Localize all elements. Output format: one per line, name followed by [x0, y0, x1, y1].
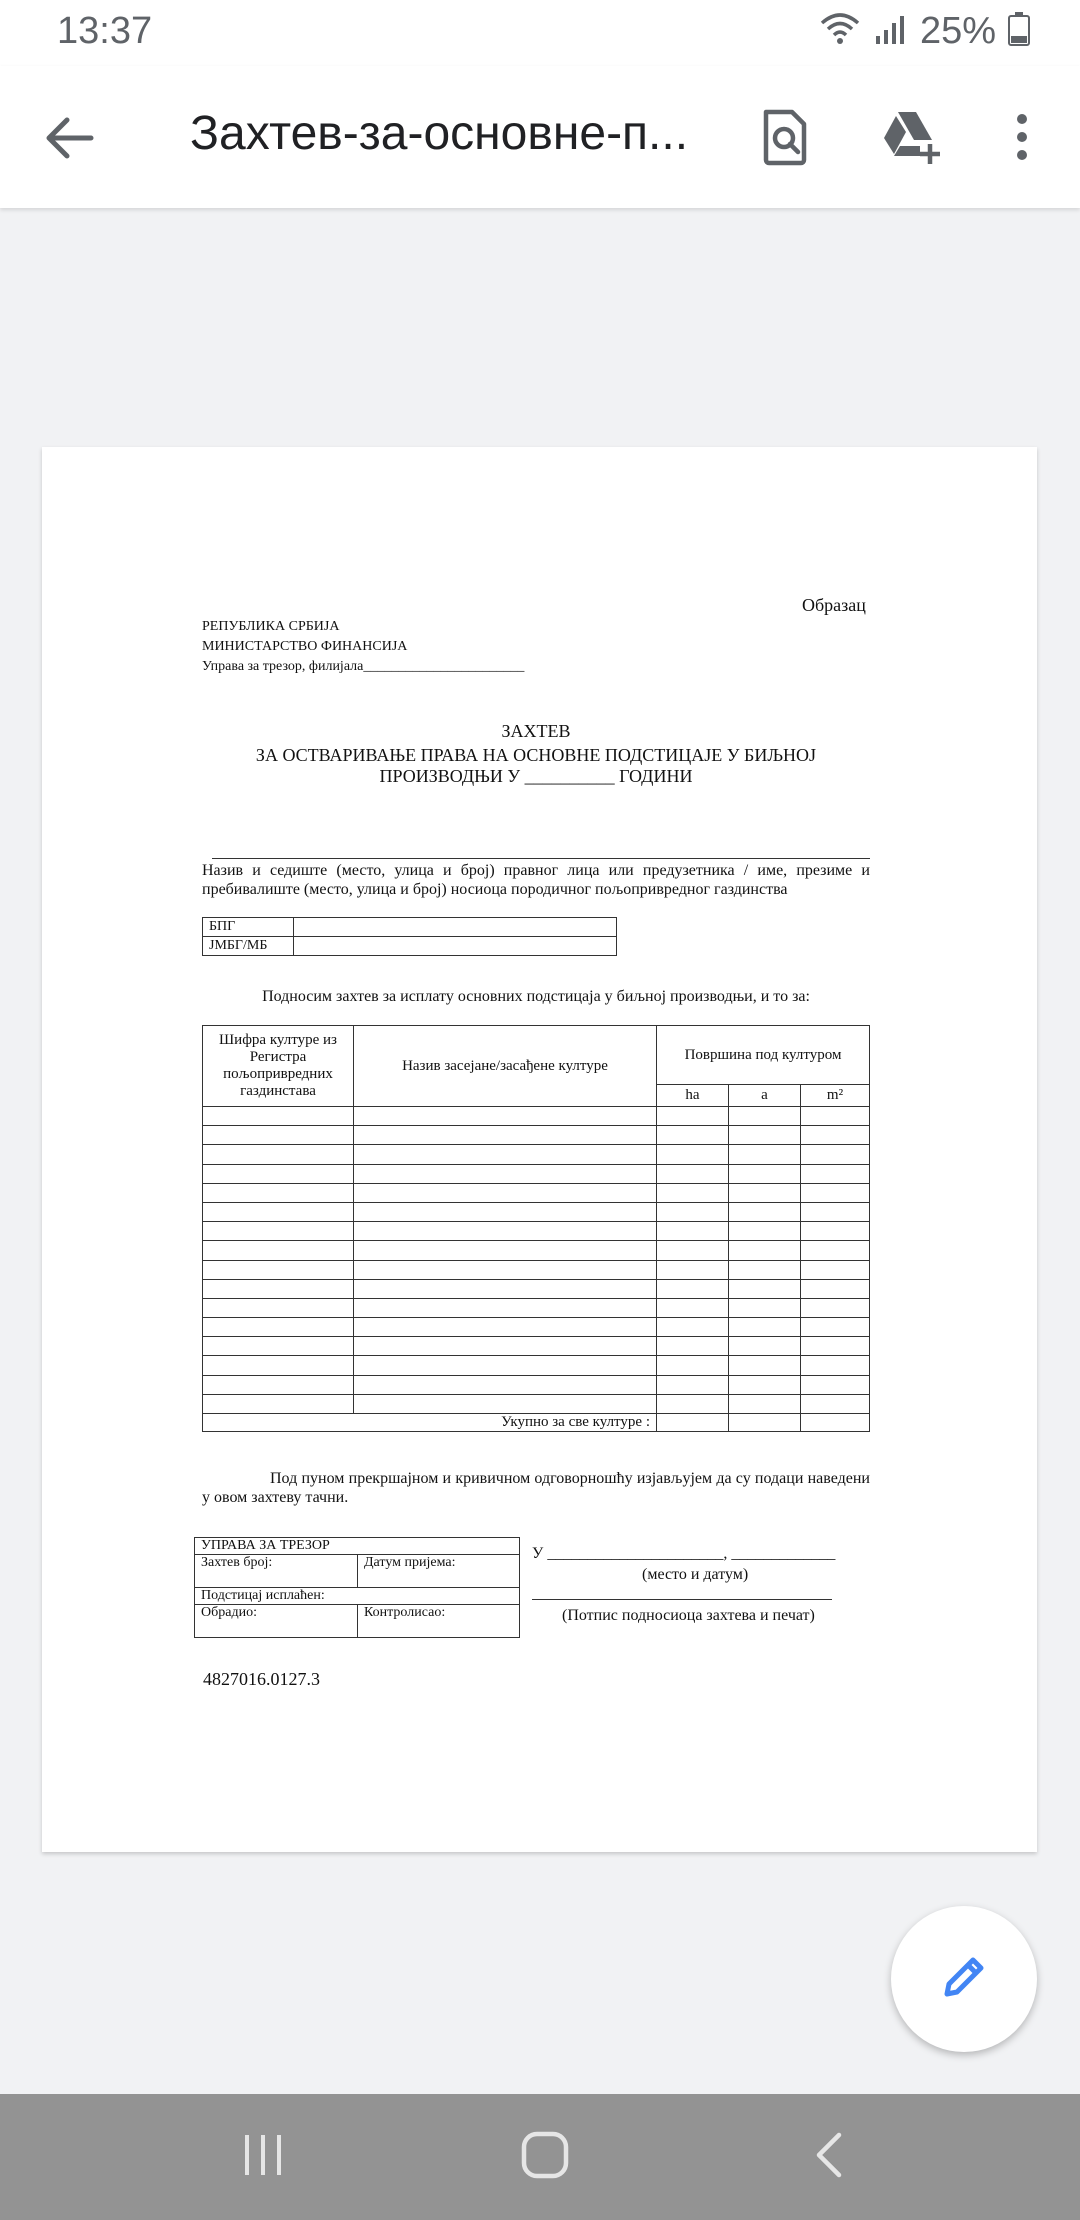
request-intro: Подносим захтев за исплату основних подстицаја у биљној производњи, и то за:	[262, 988, 810, 1005]
edit-pencil-icon	[939, 1952, 989, 2007]
declaration-text: Под пуном прекршајном и кривичном одговорношћу изјављујем да су подаци наведени у овом захтеву тачни.	[202, 1470, 870, 1506]
cell-ha[interactable]	[657, 1337, 729, 1356]
cell-code[interactable]	[203, 1126, 354, 1145]
status-time: 13:37	[57, 10, 153, 52]
applicant-caption: Назив и седиште (место, улица и број) правног лица или предузетника / име, презиме и пребивалиште (место, улица и број) носиоца породичног пољопривредног газдинства	[202, 862, 870, 898]
cell-code[interactable]	[203, 1241, 354, 1260]
cell-a[interactable]	[729, 1183, 801, 1202]
cell-ha[interactable]	[657, 1126, 729, 1145]
cell-m2[interactable]	[801, 1183, 870, 1202]
total-a[interactable]	[729, 1414, 801, 1432]
home-button[interactable]	[510, 2129, 580, 2185]
more-vert-icon	[1015, 112, 1029, 167]
cell-name[interactable]	[354, 1318, 657, 1337]
cell-m2[interactable]	[801, 1145, 870, 1164]
find-in-page-icon	[760, 108, 810, 171]
cell-code[interactable]	[203, 1107, 354, 1126]
cell-a[interactable]	[729, 1164, 801, 1183]
cell-code[interactable]	[203, 1337, 354, 1356]
cell-m2[interactable]	[801, 1164, 870, 1183]
signature-line	[532, 1599, 832, 1600]
cell-ha[interactable]	[657, 1260, 729, 1279]
nav-back-icon	[811, 2131, 845, 2184]
arrow-back-icon	[45, 116, 95, 165]
drive-add-icon	[880, 110, 942, 169]
cell-ha[interactable]	[657, 1183, 729, 1202]
table-row	[203, 1260, 870, 1279]
cell-name[interactable]	[354, 1260, 657, 1279]
recent-apps-button[interactable]	[228, 2129, 298, 2185]
find-in-page-button[interactable]	[750, 104, 820, 174]
cell-ha[interactable]	[657, 1145, 729, 1164]
cell-a[interactable]	[729, 1202, 801, 1221]
edit-fab[interactable]	[891, 1906, 1037, 2052]
cell-m2[interactable]	[801, 1375, 870, 1394]
cell-code[interactable]	[203, 1298, 354, 1317]
header-line: РЕПУБЛИКА СРБИЈА	[202, 619, 340, 634]
table-row	[203, 1126, 870, 1145]
cell-m2[interactable]	[801, 1337, 870, 1356]
cell-name[interactable]	[354, 1222, 657, 1241]
cell-code[interactable]	[203, 1145, 354, 1164]
cell-ha[interactable]	[657, 1318, 729, 1337]
table-row	[203, 1183, 870, 1202]
cell-a[interactable]	[729, 1337, 801, 1356]
signature-caption: (Потпис подносиоца захтева и печат)	[562, 1607, 815, 1624]
form-label: Образац	[802, 595, 866, 615]
place-date-caption: (место и датум)	[642, 1566, 749, 1583]
request-number-field: Захтев број:	[195, 1555, 358, 1588]
cell-code[interactable]	[203, 1260, 354, 1279]
table-row	[203, 1394, 870, 1413]
cell-m2[interactable]	[801, 1318, 870, 1337]
table-row	[203, 1241, 870, 1260]
cell-name[interactable]	[354, 1279, 657, 1298]
table-row	[203, 1145, 870, 1164]
cell-a[interactable]	[729, 1279, 801, 1298]
cell-name[interactable]	[354, 1356, 657, 1375]
place-date-line: У ______________________, _____________	[532, 1545, 836, 1562]
cell-m2[interactable]	[801, 1394, 870, 1413]
form-title: ЗА ОСТВАРИВАЊЕ ПРАВА НА ОСНОВНЕ ПОДСТИЦАЈЕ У БИЉНОЈ	[255, 745, 817, 765]
table-row	[203, 1164, 870, 1183]
processed-by-field: Обрадио:	[195, 1605, 358, 1638]
cell-m2[interactable]	[801, 1241, 870, 1260]
unit-a: a	[729, 1085, 801, 1107]
treasury-title: УПРАВА ЗА ТРЕЗОР	[195, 1538, 520, 1555]
cell-ha[interactable]	[657, 1279, 729, 1298]
cell-name[interactable]	[354, 1107, 657, 1126]
status-icons	[818, 10, 1030, 53]
id-field-input[interactable]	[294, 937, 617, 956]
back-button[interactable]	[40, 110, 100, 170]
form-document	[42, 447, 1037, 1852]
cell-a[interactable]	[729, 1318, 801, 1337]
treasury-box	[194, 1537, 520, 1638]
cell-name[interactable]	[354, 1183, 657, 1202]
cell-ha[interactable]	[657, 1356, 729, 1375]
unit-ha: ha	[657, 1085, 729, 1107]
id-field-label: БПГ	[203, 918, 294, 937]
applicant-line	[212, 858, 870, 859]
cell-name[interactable]	[354, 1298, 657, 1317]
system-back-button[interactable]	[793, 2129, 863, 2185]
document-page[interactable]	[42, 447, 1037, 1852]
crops-table	[202, 1025, 870, 1432]
cell-code[interactable]	[203, 1375, 354, 1394]
cell-name[interactable]	[354, 1164, 657, 1183]
table-row	[203, 1107, 870, 1126]
cell-m2[interactable]	[801, 1260, 870, 1279]
table-row	[203, 1375, 870, 1394]
date-received-field: Датум пријема:	[358, 1555, 520, 1588]
cell-a[interactable]	[729, 1375, 801, 1394]
cell-m2[interactable]	[801, 1279, 870, 1298]
cell-a[interactable]	[729, 1145, 801, 1164]
unit-m2: m²	[801, 1085, 870, 1107]
total-ha[interactable]	[657, 1414, 729, 1432]
subsidy-paid-field: Подстицај исплаћен:	[195, 1588, 520, 1605]
id-fields-table	[202, 917, 617, 956]
cell-m2[interactable]	[801, 1107, 870, 1126]
battery-icon	[1008, 12, 1030, 51]
table-row	[203, 1356, 870, 1375]
cell-name[interactable]	[354, 1241, 657, 1260]
recent-apps-icon	[241, 2131, 285, 2184]
cell-name[interactable]	[354, 1337, 657, 1356]
cell-name[interactable]	[354, 1394, 657, 1413]
cell-m2[interactable]	[801, 1222, 870, 1241]
more-options-button[interactable]	[987, 104, 1057, 174]
document-code: 4827016.0127.3	[203, 1669, 320, 1689]
table-row	[203, 1337, 870, 1356]
cell-a[interactable]	[729, 1107, 801, 1126]
signal-icon	[874, 12, 908, 51]
cell-name[interactable]	[354, 1145, 657, 1164]
id-field-label: ЈМБГ/МБ	[203, 937, 294, 956]
cell-m2[interactable]	[801, 1126, 870, 1145]
col-area-header: Површина под културом	[657, 1026, 870, 1085]
document-title: Захтев-за-основне-п...	[190, 107, 689, 160]
col-name-header: Назив засејане/засађене културе	[354, 1026, 657, 1107]
cell-a[interactable]	[729, 1394, 801, 1413]
cell-code[interactable]	[203, 1356, 354, 1375]
status-bar	[0, 0, 1080, 66]
cell-name[interactable]	[354, 1126, 657, 1145]
home-icon	[520, 2130, 570, 2185]
cell-ha[interactable]	[657, 1164, 729, 1183]
cell-code[interactable]	[203, 1394, 354, 1413]
cell-name[interactable]	[354, 1375, 657, 1394]
navigation-bar	[0, 2094, 1080, 2220]
add-to-drive-button[interactable]	[876, 104, 946, 174]
cell-code[interactable]	[203, 1164, 354, 1183]
cell-code[interactable]	[203, 1202, 354, 1221]
table-row	[203, 1222, 870, 1241]
cell-code[interactable]	[203, 1279, 354, 1298]
table-row	[203, 1279, 870, 1298]
table-row	[203, 1298, 870, 1317]
cell-m2[interactable]	[801, 1356, 870, 1375]
total-label: Укупно за све културе :	[203, 1414, 657, 1432]
form-title: ЗАХТЕВ	[501, 721, 571, 741]
cell-a[interactable]	[729, 1222, 801, 1241]
form-title: ПРОИЗВОДЊИ У __________ ГОДИНИ	[379, 766, 693, 786]
cell-name[interactable]	[354, 1202, 657, 1221]
col-code-header: Шифра културе из Регистра пољопривредних газдинстава	[203, 1026, 354, 1107]
cell-a[interactable]	[729, 1241, 801, 1260]
cell-ha[interactable]	[657, 1241, 729, 1260]
cell-m2[interactable]	[801, 1202, 870, 1221]
header-line: МИНИСТАРСТВО ФИНАНСИЈА	[202, 639, 408, 654]
app-bar	[0, 66, 1080, 208]
cell-ha[interactable]	[657, 1375, 729, 1394]
cell-ha[interactable]	[657, 1202, 729, 1221]
wifi-icon	[818, 11, 862, 52]
cell-a[interactable]	[729, 1126, 801, 1145]
cell-a[interactable]	[729, 1260, 801, 1279]
cell-ha[interactable]	[657, 1394, 729, 1413]
cell-code[interactable]	[203, 1183, 354, 1202]
table-row	[203, 1318, 870, 1337]
cell-a[interactable]	[729, 1356, 801, 1375]
total-m2[interactable]	[801, 1414, 870, 1432]
cell-a[interactable]	[729, 1298, 801, 1317]
cell-ha[interactable]	[657, 1222, 729, 1241]
cell-code[interactable]	[203, 1222, 354, 1241]
header-line: Управа за трезор, филијала_______________________	[202, 659, 525, 674]
battery-percent: 25%	[919, 10, 996, 52]
id-field-input[interactable]	[294, 918, 617, 937]
cell-ha[interactable]	[657, 1298, 729, 1317]
controlled-by-field: Контролисао:	[358, 1605, 520, 1638]
cell-code[interactable]	[203, 1318, 354, 1337]
cell-m2[interactable]	[801, 1298, 870, 1317]
cell-ha[interactable]	[657, 1107, 729, 1126]
table-row	[203, 1202, 870, 1221]
